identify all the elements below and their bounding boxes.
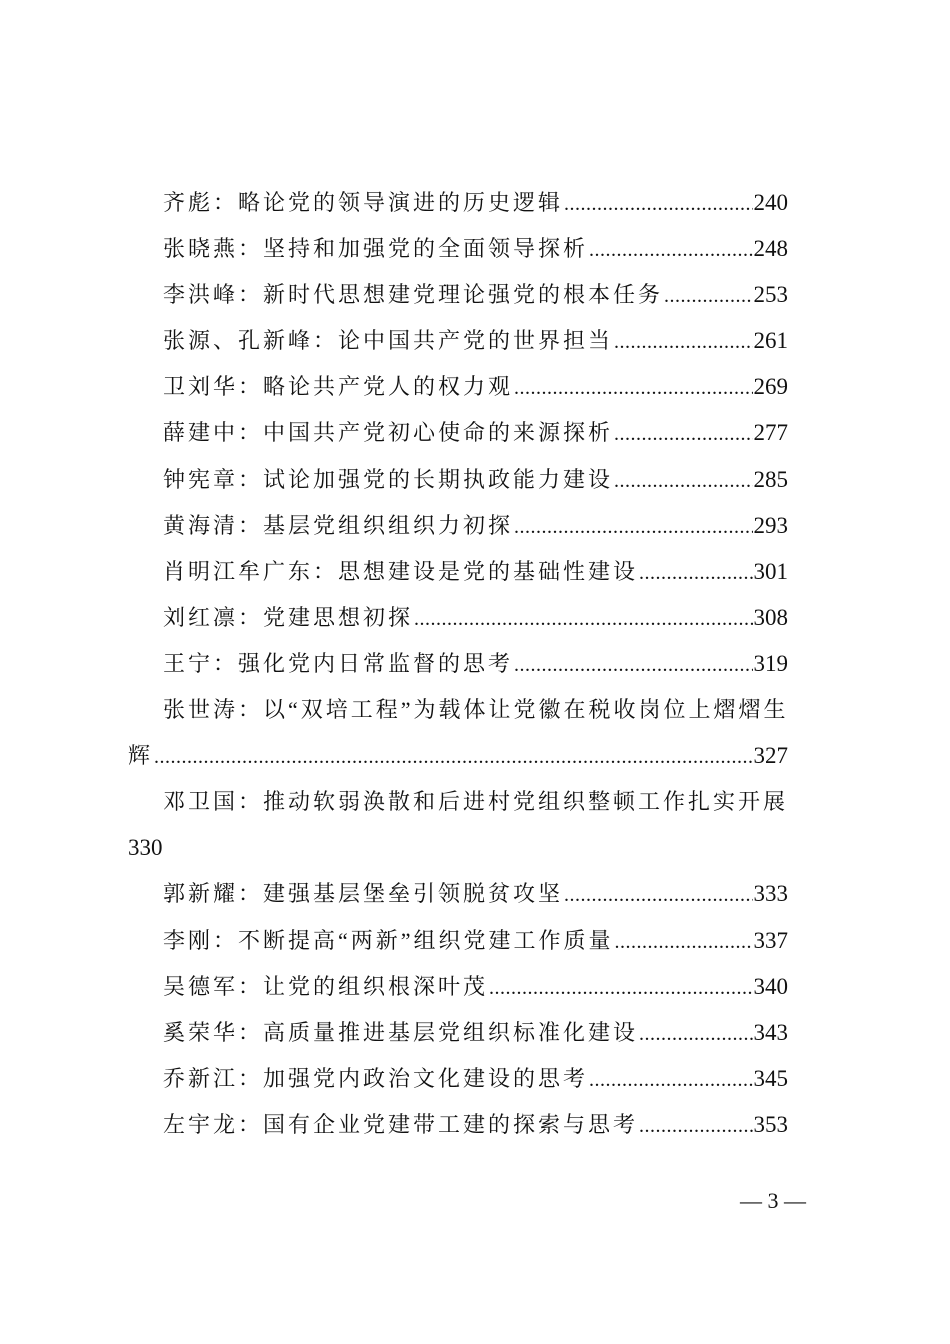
toc-line	[128, 871, 788, 917]
entry-page-number: 253	[753, 282, 788, 308]
dot-leader	[489, 965, 752, 1011]
entry-page-number: 327	[753, 743, 788, 769]
entry-page-number: 330	[128, 835, 163, 861]
toc-entry	[128, 1102, 788, 1148]
toc-line	[128, 318, 788, 364]
dot-leader	[514, 365, 752, 411]
entry-page-number: 353	[753, 1111, 788, 1137]
toc-entry	[128, 641, 788, 687]
entry-title: 李洪峰：新时代思想建党理论强党的根本任务	[163, 282, 664, 308]
toc-entry	[128, 364, 788, 410]
entry-page-number: 345	[753, 1065, 788, 1091]
entry-title: 左宇龙：国有企业党建带工建的探索与思考	[163, 1111, 639, 1137]
toc-line	[128, 595, 788, 641]
entry-title: 李刚：不断提高“两新”组织党建工作质量	[163, 927, 614, 953]
entry-title: 钟宪章：试论加强党的长期执政能力建设	[163, 466, 614, 492]
toc-entry	[128, 595, 788, 641]
dot-leader	[514, 504, 752, 550]
entry-page-number: 301	[753, 558, 788, 584]
toc-entry	[128, 272, 788, 318]
dot-leader	[614, 319, 752, 365]
toc-entry	[128, 226, 788, 272]
toc-line	[128, 180, 788, 226]
dot-leader	[614, 458, 752, 504]
entry-page-number: 343	[753, 1019, 788, 1045]
dot-leader	[614, 411, 752, 457]
toc-line	[128, 410, 788, 456]
entry-page-number: 261	[753, 328, 788, 354]
dot-leader	[639, 1011, 752, 1057]
entry-title: 张世涛：以“双培工程”为载体让党徽在税收岗位上熠熠生	[163, 697, 789, 723]
entry-page-number: 333	[753, 881, 788, 907]
toc-entry	[128, 410, 788, 456]
entry-page-number: 308	[753, 604, 788, 630]
toc-entry	[128, 779, 788, 871]
entry-title: 刘红凛：党建思想初探	[163, 604, 414, 630]
dot-leader	[564, 872, 752, 918]
entry-page-number: 319	[753, 650, 788, 676]
entry-title: 奚荣华：高质量推进基层党组织标准化建设	[163, 1019, 639, 1045]
entry-page-number: 269	[753, 374, 788, 400]
toc-line	[128, 1010, 788, 1056]
toc-line	[128, 1056, 788, 1102]
entry-page-number: 285	[753, 466, 788, 492]
dot-leader	[615, 919, 753, 965]
entry-title: 邓卫国：推动软弱涣散和后进村党组织整顿工作扎实开展	[163, 789, 789, 815]
toc-line	[128, 503, 788, 549]
toc-line	[128, 549, 788, 595]
toc-entry	[128, 918, 788, 964]
toc-entry	[128, 457, 788, 503]
toc-line	[128, 641, 788, 687]
toc-entry	[128, 549, 788, 595]
toc-line	[128, 964, 788, 1010]
toc-line	[128, 272, 788, 318]
toc-entry	[128, 1056, 788, 1102]
toc-line	[128, 733, 788, 779]
toc-entry	[128, 180, 788, 226]
toc-line	[128, 364, 788, 410]
entry-title: 郭新耀：建强基层堡垒引领脱贫攻坚	[163, 881, 564, 907]
entry-title: 王宁：强化党内日常监督的思考	[163, 650, 514, 676]
toc-line	[128, 779, 788, 825]
entry-page-number: 248	[753, 236, 788, 262]
entry-title: 肖明江牟广东：思想建设是党的基础性建设	[163, 558, 639, 584]
dot-leader	[589, 227, 752, 273]
toc-line	[128, 825, 788, 871]
toc-entry	[128, 503, 788, 549]
toc-line	[128, 1102, 788, 1148]
table-of-contents	[128, 180, 788, 1148]
toc-entry	[128, 964, 788, 1010]
entry-page-number: 337	[753, 927, 788, 953]
entry-title: 张晓燕：坚持和加强党的全面领导探析	[163, 236, 589, 262]
dot-leader	[639, 550, 752, 596]
toc-line	[128, 457, 788, 503]
dot-leader	[664, 273, 752, 319]
entry-page-number: 293	[753, 512, 788, 538]
toc-line	[128, 918, 788, 964]
toc-entry	[128, 1010, 788, 1056]
toc-entry	[128, 871, 788, 917]
entry-title: 卫刘华：略论共产党人的权力观	[163, 374, 514, 400]
page-number: — 3 —	[740, 1188, 806, 1213]
entry-page-number: 277	[753, 420, 788, 446]
toc-entry	[128, 687, 788, 779]
toc-line	[128, 226, 788, 272]
dot-leader	[639, 1103, 752, 1149]
entry-page-number: 340	[753, 973, 788, 999]
entry-page-number: 240	[753, 190, 788, 215]
entry-title: 黄海清：基层党组织组织力初探	[163, 512, 514, 538]
entry-title: 薛建中：中国共产党初心使命的来源探析	[163, 420, 614, 446]
dot-leader	[589, 1057, 752, 1103]
entry-title-continued: 辉	[128, 743, 154, 769]
entry-title: 张源、孔新峰：论中国共产党的世界担当	[163, 328, 614, 354]
toc-entry	[128, 318, 788, 364]
entry-title: 齐彪：略论党的领导演进的历史逻辑	[163, 190, 564, 215]
entry-title: 吴德军：让党的组织根深叶茂	[163, 973, 489, 999]
dot-leader	[514, 642, 752, 688]
toc-line	[128, 687, 788, 733]
dot-leader	[414, 596, 752, 642]
entry-title: 乔新江：加强党内政治文化建设的思考	[163, 1065, 589, 1091]
dot-leader	[564, 181, 752, 227]
dot-leader	[154, 734, 752, 780]
